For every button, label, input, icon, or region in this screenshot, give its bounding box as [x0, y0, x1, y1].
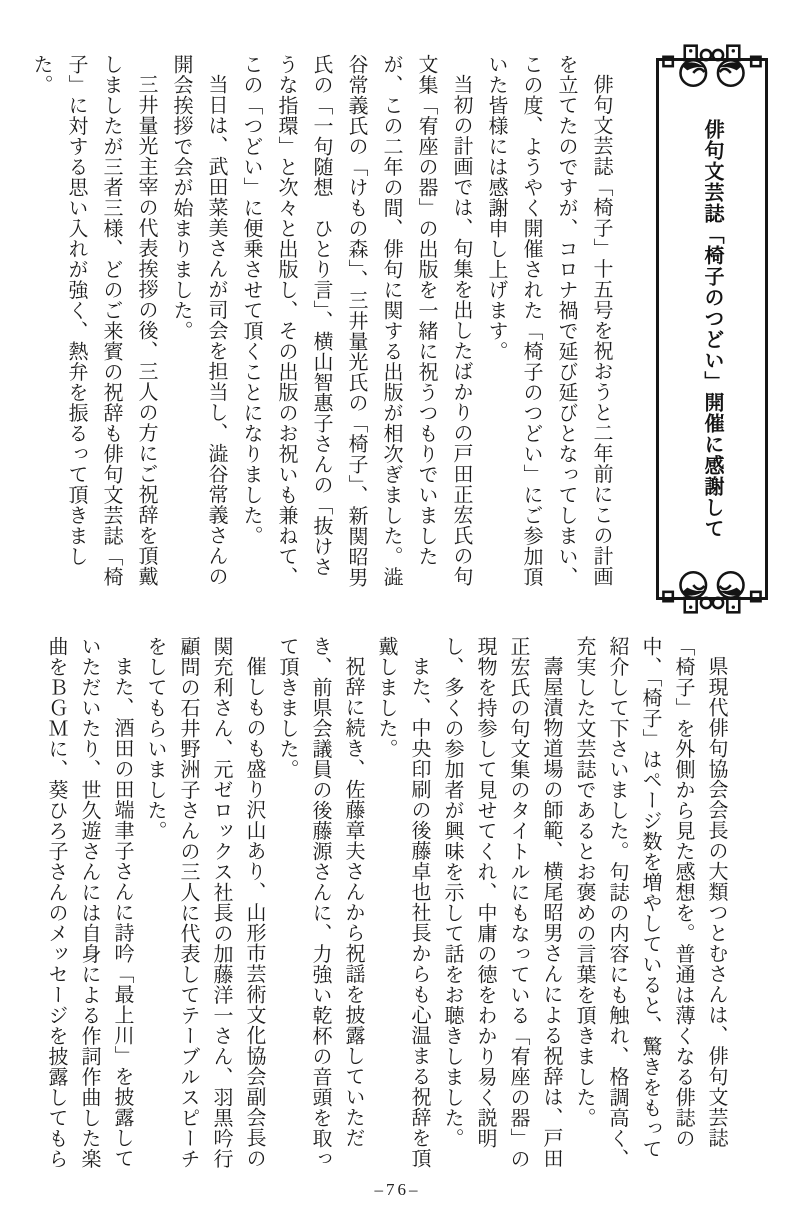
paragraph: 祝辞に続き、佐藤章夫さんから祝謡を披露していただき、前県会議員の後藤源さんに、力強い乾杯の音頭を取って頂きました。: [276, 636, 364, 1169]
article-body-bottom: [39, 636, 732, 1174]
article-title: 俳句文芸誌「椅子のつどい」開催に感謝して: [701, 119, 723, 539]
paragraph: 三井量光主宰の代表挨拶の後、三人の方にご祝辞を頂戴しましたが三者三様、どのご来賓の祝辞も俳句文芸誌「椅子」に対する思い入れが強く、熱弁を振るって頂きました。: [30, 54, 157, 587]
paragraph: 当初の計画では、句集を出したばかりの戸田正宏氏の句文集「宥座の器」の出版を一緒に祝うつもりでいましたが、この二年の間、俳句に関する出版が相次ぎました。澁谷常義氏の「けもの森」、三井量光氏の「椅子」、新関昭男氏の「一句随想 ひとり言」、横山智惠子さんの「抜けさうな指環」と次々と出版し、その出版のお祝いも兼ねて、この「つどい」に便乗させて頂くことになりました。: [240, 54, 472, 588]
paragraph: 県現代俳句協会会長の大類つとむさんは、俳句文芸誌「椅子」を外側から見た感想を。普通は薄くなる俳誌の中、「椅子」はページ数を増やしていると、驚きをもって紹介して下さいました。句誌の内容にも触れ、格調高く、充実した文芸誌であるとお褒めの言葉を頂きました。: [573, 636, 727, 1169]
paragraph: 催しものも盛り沢山あり、山形市芸術文化協会副会長の関充利さん、元ゼロックス社長の加藤洋一さん、羽黒吟行顧問の石井野洲子さんの三人に代表してテーブルスピーチをしてもらいました。: [144, 636, 265, 1169]
scroll-ornament-top-icon: [660, 44, 764, 90]
page-number: –76–: [374, 1180, 421, 1199]
paragraph: 俳句文芸誌「椅子」十五号を祝おうと二年前にこの計画を立てたのですが、コロナ禍で延び延びとなってしまい、この度、ようやく開催された「椅子のつどい」にご参加頂いた皆様には感謝申し上げます。: [485, 54, 612, 587]
article-title-box: [656, 58, 768, 600]
scroll-ornament-bottom-icon: [660, 568, 764, 614]
paragraph: 壽屋漬物道場の師範、横尾昭男さんによる祝辞は、戸田正宏氏の句文集のタイトルにもなっている「宥座の器」の現物を持参して見せてくれ、中庸の徳をわかり易く説明し、多くの参加者が興味を示して話をお聴きしました。: [441, 636, 562, 1169]
paragraph: また、酒田の田端聿子さんに詩吟「最上川」を披露していただいたり、世久遊さんには自身による作詞作曲した楽曲をＢＧＭに、葵ひろ子さんのメッセージを披露してもら: [45, 636, 133, 1169]
article-body-top: [23, 54, 618, 594]
paragraph: また、中央印刷の後藤卓也社長からも心温まる祝辞を頂戴しました。: [375, 636, 430, 1169]
paragraph: 当日は、武田菜美さんが司会を担当し、澁谷常義さんの開会挨拶で会が始まりました。: [170, 54, 227, 587]
